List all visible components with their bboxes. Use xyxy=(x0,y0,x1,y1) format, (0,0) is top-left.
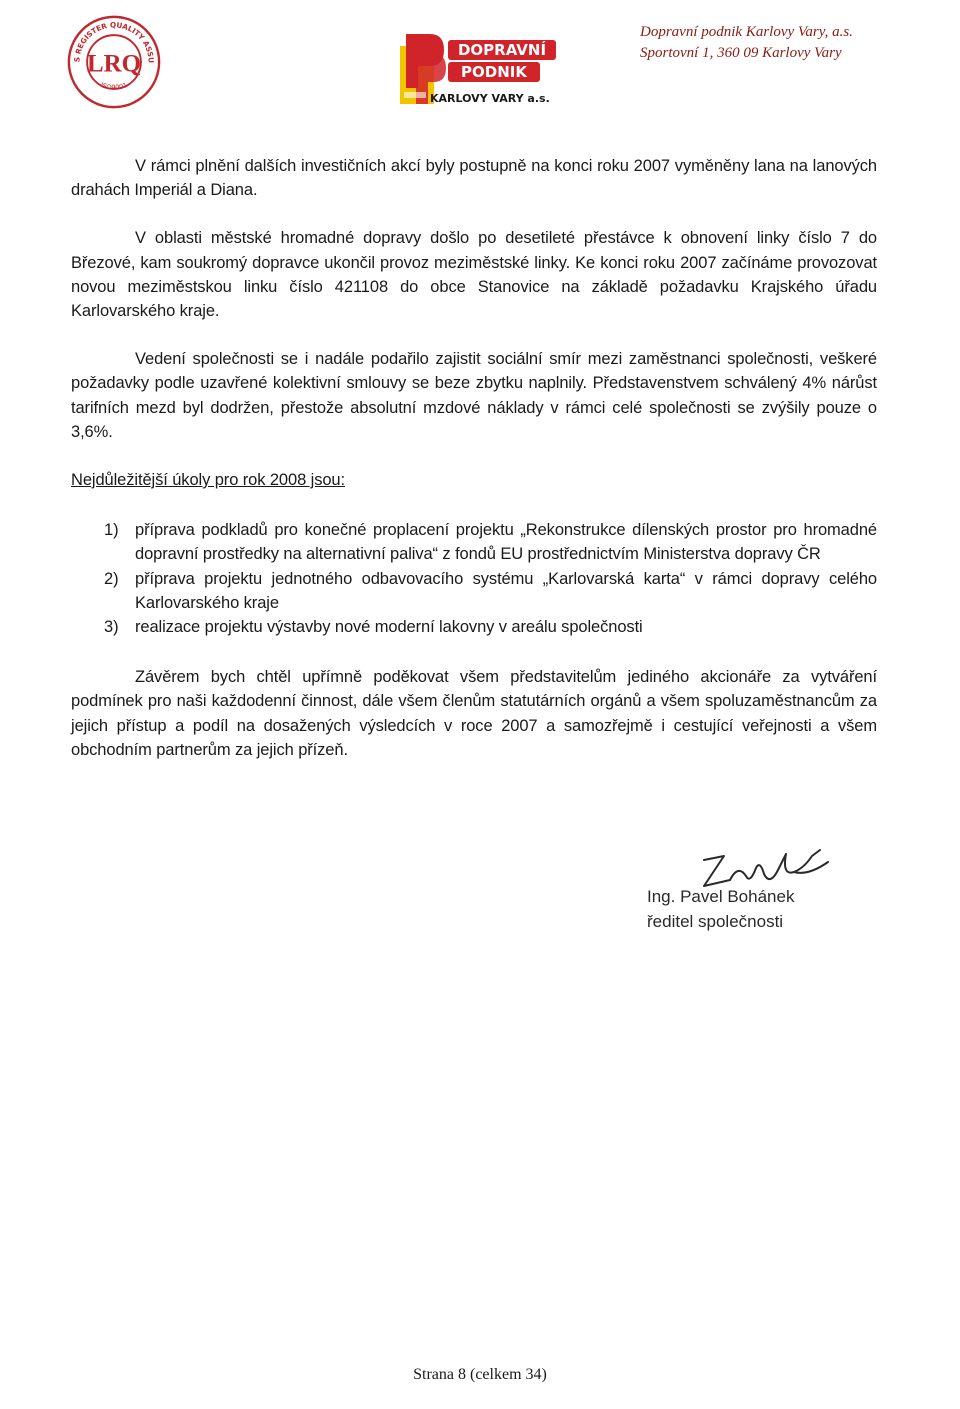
svg-text:ISO9001 xyxy=(99,81,128,92)
body-text xyxy=(71,154,877,762)
paragraph: V oblasti městské hromadné dopravy došlo po desetileté přestávce k obnovení linky číslo 7 do Březové, kam soukromý dopravce ukončil provoz meziměstské linky. Ke konci roku 2007 začínáme provozovat novou meziměstskou linku číslo 421108 do obce Stanovice na základě požadavku Krajského úřadu Karlovarského kraje. xyxy=(71,229,877,321)
list-item xyxy=(71,518,877,566)
logo-line3: KARLOVY VARY a.s. xyxy=(430,92,550,105)
page-number: Strana 8 (celkem 34) xyxy=(413,1366,547,1383)
list-item xyxy=(71,615,877,639)
company-header xyxy=(640,22,900,64)
tasks-heading: Nejdůležitější úkoly pro rok 2008 jsou: xyxy=(71,471,345,490)
lloyds-quality-seal xyxy=(66,14,162,110)
signer-name: Ing. Pavel Bohánek xyxy=(647,887,795,906)
list-item-number: 1) xyxy=(104,521,119,540)
list-item-text: příprava podkladů pro konečné proplacení projektu „Rekonstrukce dílenských prostor pro hromadné dopravní prostředky na alternativní paliva“ z fondů EU prostřednictvím Ministerstva dopravy ČR xyxy=(135,521,877,564)
list-item-text: realizace projektu výstavby nové moderní lakovny v areálu společnosti xyxy=(135,618,643,637)
closing-paragraph: Závěrem bych chtěl upřímně poděkovat všem představitelům jediného akcionáře za vytváření podmínek pro naši každodenní činnost, dále všem členům statutárních orgánů a všem spoluzaměstnancům za jejich přístup a podíl na dosažených výsledcích v roce 2007 a samozřejmě i cestující veřejnosti a všem obchodním partnerům za jejich přízeň. xyxy=(71,668,877,759)
list-item xyxy=(71,567,877,615)
company-address: Sportovní 1, 360 09 Karlovy Vary xyxy=(640,45,842,61)
list-item-number: 2) xyxy=(104,569,119,588)
list-item-number: 3) xyxy=(104,618,119,637)
signer-block xyxy=(647,884,794,934)
paragraph: V rámci plnění dalších investičních akcí byly postupně na konci roku 2007 vyměněny lana na lanových drahách Imperiál a Diana. xyxy=(71,157,877,200)
company-name: Dopravní podnik Karlovy Vary, a.s. xyxy=(640,24,853,40)
seal-ring-text: S REGISTER QUALITY ASSU xyxy=(72,20,156,64)
company-logo xyxy=(400,32,560,112)
logo-line2: PODNIK xyxy=(461,63,527,81)
tasks-list xyxy=(71,518,877,639)
logo-line1: DOPRAVNÍ xyxy=(457,41,547,59)
list-item-text: příprava projektu jednotného odbavovacího systému „Karlovarská karta“ v rámci dopravy celého Karlovarského kraje xyxy=(135,569,877,612)
seal-letters: LRQ xyxy=(86,50,142,78)
seal-iso-text: ISO9001 xyxy=(99,80,129,92)
paragraph: Vedení společnosti se i nadále podařilo zajistit sociální smír mezi zaměstnanci společnosti, veškeré požadavky podle uzavřené kolektivní smlouvy se beze zbytku naplnily. Představenstvem schválený 4% nárůst tarifních mezd byl dodržen, přestože absolutní mzdové náklady v rámci celé společnosti se zvýšily pouze o 3,6%. xyxy=(71,350,877,441)
signer-title: ředitel společnosti xyxy=(647,912,784,931)
